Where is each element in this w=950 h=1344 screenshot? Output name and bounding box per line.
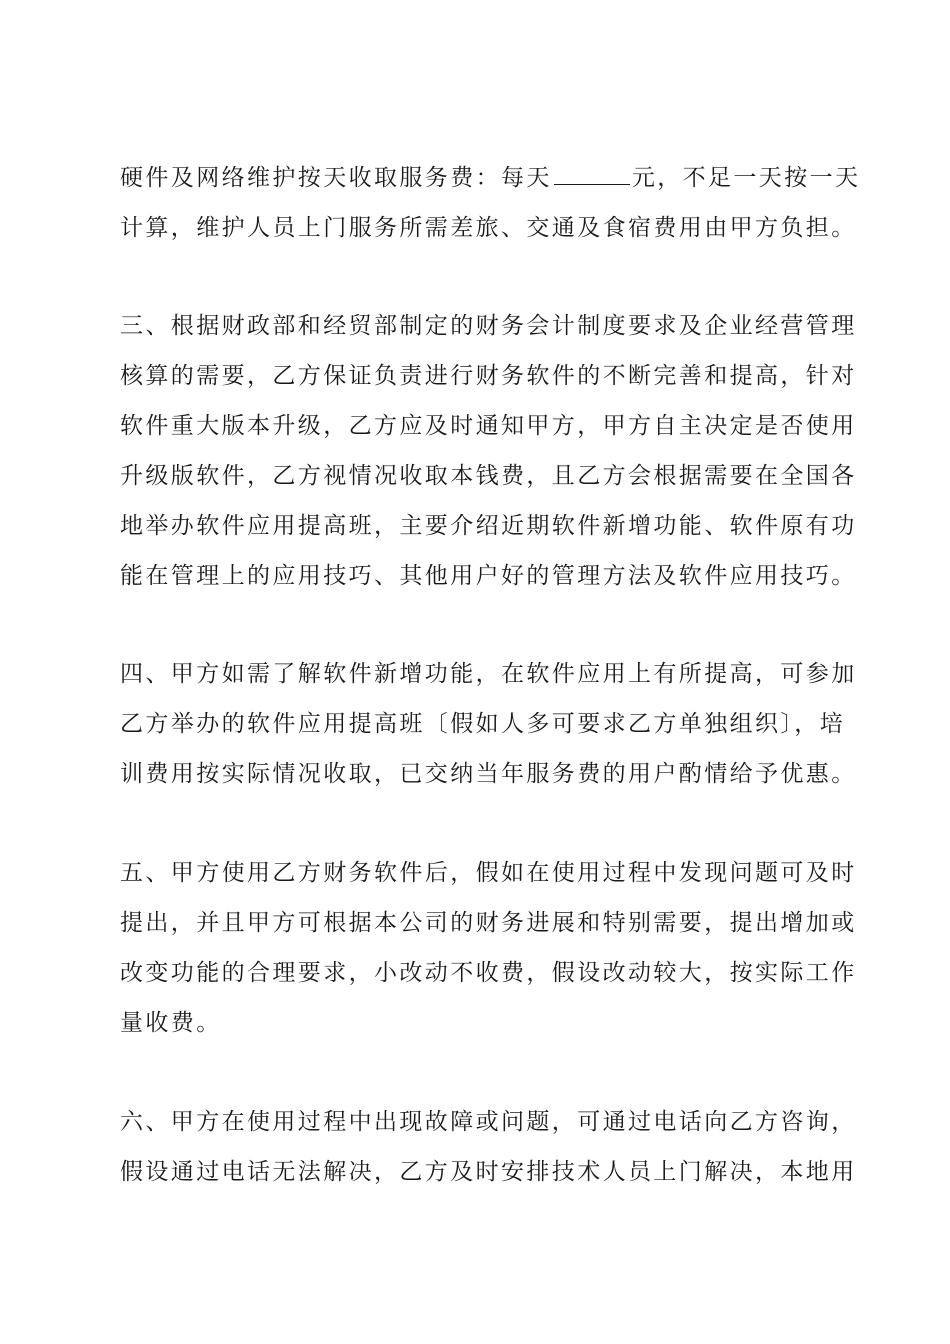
paragraph-line: 六、甲方在使用过程中出现故障或问题，可通过电话向乙方咨询， xyxy=(120,1109,857,1135)
paragraph-line: 三、根据财政部和经贸部制定的财务会计制度要求及企业经营管理 xyxy=(120,313,857,339)
paragraph-line: 升级版软件，乙方视情况收取本钱费，且乙方会根据需要在全国各 xyxy=(120,463,857,489)
paragraph-clause-4 xyxy=(120,649,857,799)
paragraph-clause-3 xyxy=(120,301,857,601)
fill-in-blank-daily-fee xyxy=(554,164,630,185)
paragraph-line: 能在管理上的应用技巧、其他用户好的管理方法及软件应用技巧。 xyxy=(120,563,857,589)
paragraph-line: 计算，维护人员上门服务所需差旅、交通及食宿费用由甲方负担。 xyxy=(120,215,857,241)
line-text-after-blank: 元，不足一天按一天 xyxy=(631,165,861,191)
paragraph-line: 乙方举办的软件应用提高班〔假如人多可要求乙方单独组织〕，培 xyxy=(120,711,846,737)
paragraph-line: 训费用按实际情况收取，已交纳当年服务费的用户酌情给予优惠。 xyxy=(120,761,857,787)
paragraph-clause-5 xyxy=(120,848,857,1048)
paragraph-line: 假设通过电话无法解决，乙方及时安排技术人员上门解决，本地用 xyxy=(120,1159,857,1185)
paragraph-line: 改变功能的合理要求，小改动不收费，假设改动较大，按实际工作 xyxy=(120,960,857,986)
paragraph-line: 核算的需要，乙方保证负责进行财务软件的不断完善和提高，针对 xyxy=(120,363,857,389)
paragraph-line xyxy=(120,153,861,203)
paragraph-line: 四、甲方如需了解软件新增功能，在软件应用上有所提高，可参加 xyxy=(120,661,857,687)
paragraph-clause-6 xyxy=(120,1097,857,1197)
paragraph-line: 提出，并且甲方可根据本公司的财务进展和特别需要，提出增加或 xyxy=(120,910,857,936)
paragraph-line: 软件重大版本升级，乙方应及时通知甲方，甲方自主决定是否使用 xyxy=(120,413,857,439)
paragraph-hardware-maintenance-fee xyxy=(120,153,861,253)
paragraph-line: 量收费。 xyxy=(120,1010,222,1036)
line-text-before-blank: 硬件及网络维护按天收取服务费：每天 xyxy=(120,165,552,191)
paragraph-line: 地举办软件应用提高班，主要介绍近期软件新增功能、软件原有功 xyxy=(120,513,857,539)
paragraph-line: 五、甲方使用乙方财务软件后，假如在使用过程中发现问题可及时 xyxy=(120,860,857,886)
